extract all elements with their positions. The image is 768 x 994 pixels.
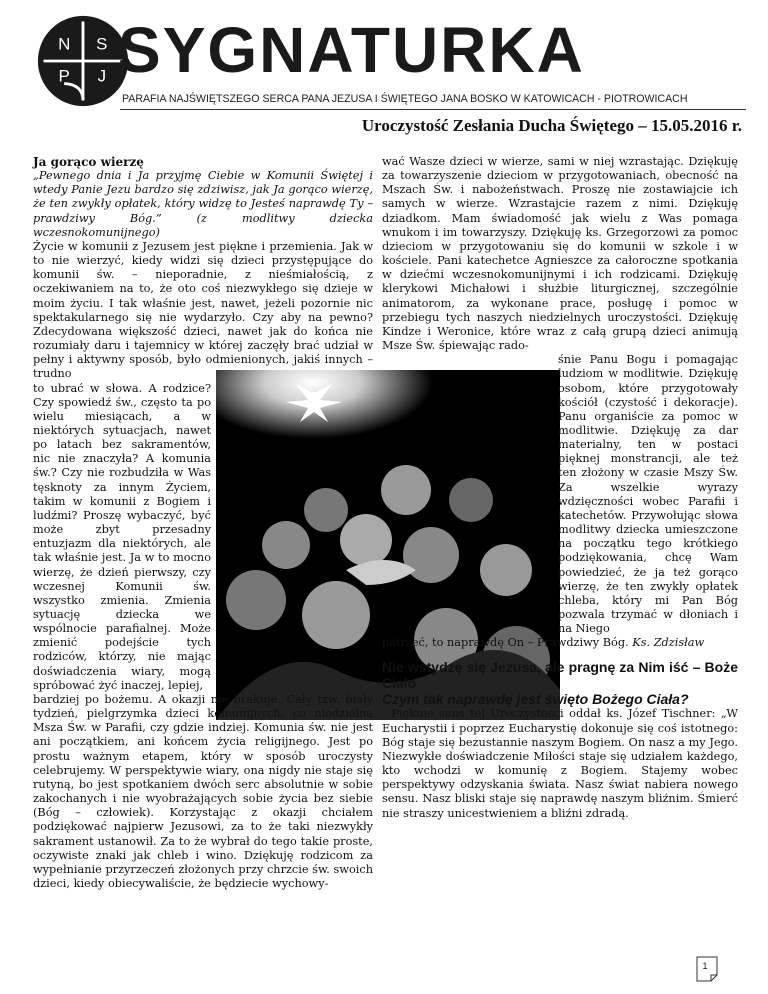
article-text-continued: bardziej po bożemu. A okazji nie brakuje. Cały tzw. biały tydzień, pielgrzymka dzieci komunijnych, co niedzielna Msza Św. w Parafii, czy gdzie indziej. Komunia św. nie jest ani początkiem, ani końcem życia religijnego. Jest po prostu ważnym etapem, który w sposób uroczysty celebrujemy. W perspektywie wiary, ona nigdy nie staje się rutyną, bo jest spotkaniem dwóch serc absolutnie w sobie zakochanych i nie wyobrażających sobie życia bez siebie (Bóg – człowiek). Korzystając z okazji chciałem podziękować najpierw Jezusowi, za to że taki niezwykły sakrament ustanowił. Za to że wybrał do tego takie proste, oczywiste znaki jak chleb i wino. Dziękuję rodzicom za wypełnianie przyrzeczeń złożonych przy chrzcie św. swoich dzieci, kiedy obiecywaliście, że będziecie wychowy- bbox=[33, 692, 373, 890]
header-divider bbox=[120, 109, 746, 110]
parish-logo-icon bbox=[36, 14, 130, 108]
article-text-wrap: to ubrać w słowa. A rodzice? Czy spowiedź św., często ta po wielu miesiącach, a w niektórych sytuacjach, nawet po latach bez sakramentów, nic nie znaczyła? A komunia św.? Czy nie rozbudziła w Was tęsknoty za innym Życiem, takim w komunii z Bogiem i ludźmi? Proszę wybaczyć, być może zbyt przesadny entuzjazm dla niektórych, ale tak właśnie jest. Ja w to mocno wierzę, że dzień pierwszy, czy wczesnej Komunii św. wszystko zmienia. Zmienia sytuację dziecka we wspólnocie parafialnej. Może zmienić podejście tych rodziców, którzy, nie mając doświadczenia wiary, mogą spróbować żyć inaczej, lepiej, bbox=[33, 381, 211, 692]
second-article-text: - Pięknie sens tej Uroczystości oddał ks. Józef Tischner: „W Eucharystii i poprzez Eucharystię dokonuje się coś istotnego: Bóg staje się bezustannie naszym Bogiem. On nasz a my Jego. Niezwykłe doświadczenie Miłości staje się udziałem każdego, kto wchodzi w komunię z Bogiem. Stajemy wobec perspektywy odzyskania świata. Nasz świat nabiera nowego sensu. Nasz bliski staje się naprawdę naszym bliźnim. Śmierć nie straszy unicestwieniem a bliźni zdradą. bbox=[382, 707, 738, 820]
article-text-wrap: śnie Panu Bogu i pomagając ludziom w modlitwie. Dziękuję osobom, które przygotowały kościół (czystość i dekoracje). Panu organiście za pomoc w modlitwie. Dziękuję za dar materialny, ten w postaci pięknej monstrancji, ale też ten złożony w czasie Mszy Św. Za wszelkie wyrazy wdzięczności wobec Parafii i katechetów. Przywołując słowa modlitwy dziecka umieszczone na początku tego krótkiego podziękowania, chcę Wam powiedzieć, że ja też gorąco wierzę, że ten zwykły opłatek chleba, który mi Pan Bóg pozwala trzymać w dłoniach i na Niego bbox=[558, 353, 738, 636]
logo-letter: P bbox=[58, 66, 70, 86]
masthead bbox=[0, 0, 768, 135]
parish-name: PARAFIA NAJŚWIĘTSZEGO SERCA PANA JEZUSA I ŚWIĘTEGO JANA BOSKO W KATOWICACH - PIOTROWICACH bbox=[122, 93, 688, 105]
logo-letter: J bbox=[97, 66, 107, 86]
second-article-heading: Nie wstydzę się Jezusa, ale pragnę za Nim iść – Boże Ciało bbox=[382, 659, 738, 692]
prayer-quote: „Pewnego dnia i Ja przyjmę Ciebie w Komunii Świętej i wtedy Panie Jezu bardzo się zdziwisz, jak Ja gorąco wierzę, że ten zwykły opłatek, który widzę to Jesteś naprawdę Ty – prawdziwy Bóg.” (z modlitwy dziecka wczesnokomunijnego) bbox=[33, 169, 373, 239]
article-text-end bbox=[382, 636, 738, 650]
article-text: wać Wasze dzieci w wierze, sami w niej wzrastając. Dziękuję za towarzyszenie dzieciom w przygotowaniach, obecność na Mszach Św. i nabożeństwach. Proszę nie zostawiajcie ich samych w wierze. Wzrastajcie razem z nimi. Dziękuję dziadkom. Mam świadomość jak wielu z Was pomaga wnukom i im towarzyszy. Dziękuję ks. Grzegorzowi za pomoc dzieciom w przygotowaniu się do komunii w szkole i w kościele. Pani katechetce Agnieszce za całoroczne spotkania w dziećmi wczesnokomunijnymi i ich rodzicami. Dziękuję klerykowi Michałowi i służbie liturgicznej, szczególnie animatorom, za wykonane prace, posługę i pomoc w przebiegu tych naszych niedzielnych uroczystości. Dziękuję Kindze i Weronice, które wraz z całą grupą dzieci animują Msze Św. śpiewając rado- bbox=[382, 155, 738, 353]
newsletter-title: SYGNATURKA bbox=[118, 14, 585, 86]
logo-letter: S bbox=[96, 34, 108, 54]
left-column bbox=[33, 155, 373, 891]
issue-date: Uroczystość Zesłania Ducha Świętego – 15.05.2016 r. bbox=[361, 116, 742, 135]
article-text: Życie w komunii z Jezusem jest piękne i przemienia. Jak w to nie wierzyć, kiedy widzi się dzieci przystępujące do komunii św. – nieporadnie, z nieśmiałością, z oczekiwaniem na to, że oto coś niezwykłego się dzieje w moim życiu. I tak właśnie jest, nawet, jeżeli pozornie nic spektakularnego się nie wydarzyło. Czy aby na pewno? Zdecydowana większość dzieci, nawet jak do końca nie rozumiały daru i tajemnicy w której zaczęły brać udział w pełny i aktywny sposób, było odmienionych, jakiś innych – trudno bbox=[33, 239, 373, 381]
right-column bbox=[382, 155, 738, 821]
article-heading: Ja gorąco wierzę bbox=[33, 155, 144, 169]
article-text-last: patrzeć, to naprawdę On – Prawdziwy Bóg. bbox=[382, 636, 629, 650]
author-signature: Ks. Zdzisław bbox=[632, 636, 705, 650]
page-number bbox=[696, 956, 718, 982]
second-article-subheading: Czym tak naprawdę jest święto Bożego Ciała? bbox=[382, 691, 689, 708]
logo-letter: N bbox=[58, 34, 71, 54]
page-number-text: 1 bbox=[702, 961, 708, 971]
